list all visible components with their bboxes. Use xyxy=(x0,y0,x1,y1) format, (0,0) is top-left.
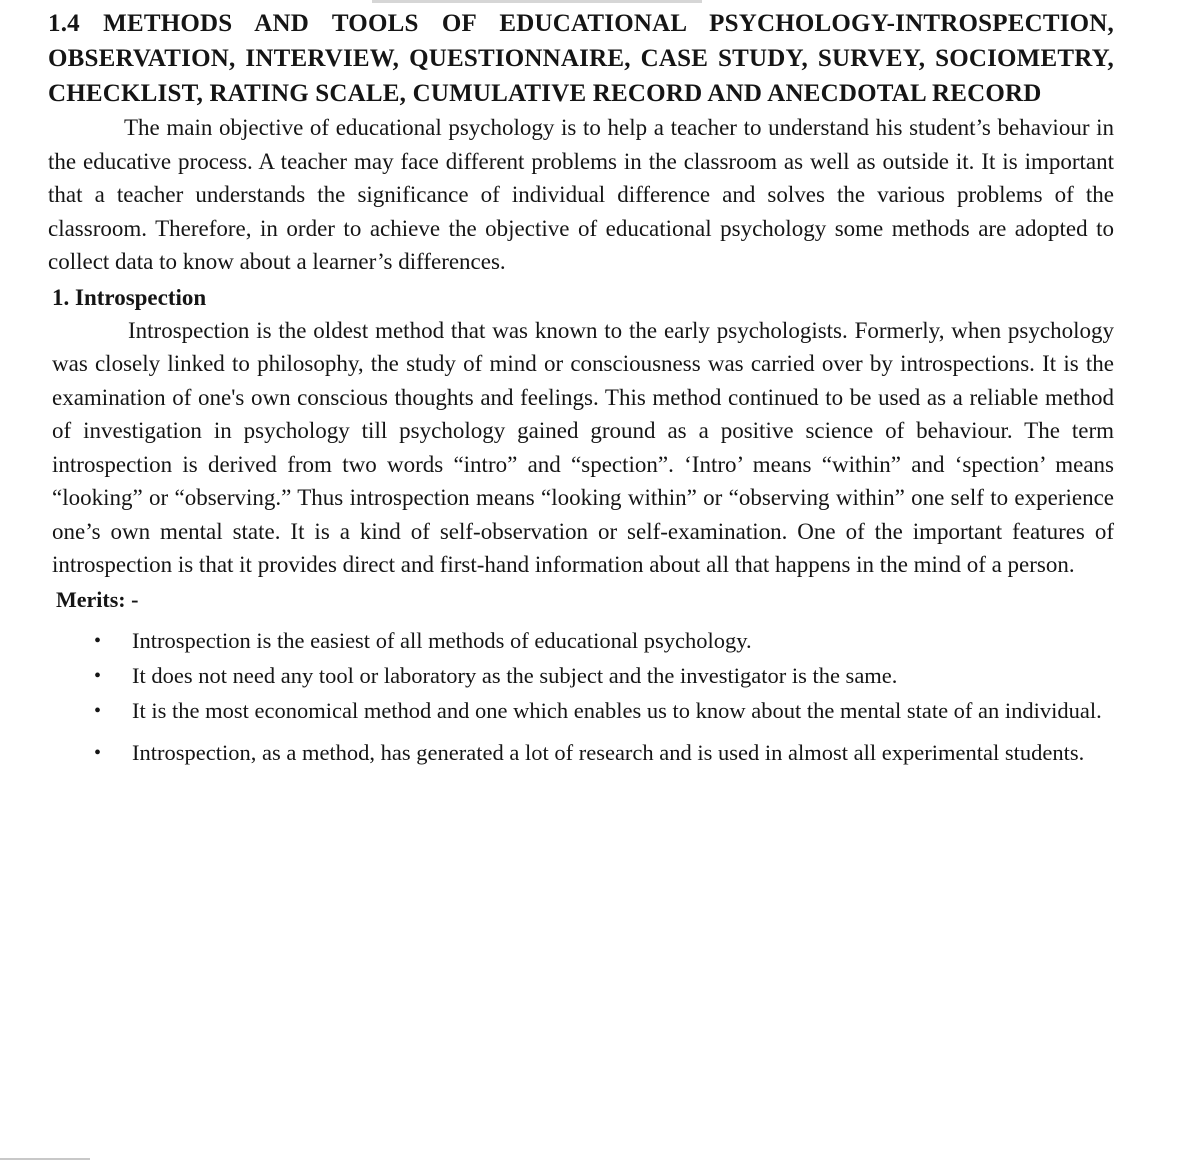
merit-text: Introspection, as a method, has generated a lot of research and is used in almost all experimental students. xyxy=(132,739,1085,765)
introspection-paragraph: Introspection is the oldest method that was known to the early psychologists. Formerly, when psychology was closely linked to philosophy, the study of mind or consciousness was carried over by introspections. It is the examination of one's own conscious thoughts and feelings. This method continued to be used as a reliable method of investigation in psychology till psychology gained ground as a positive science of behaviour. The term introspection is derived from two words “intro” and “spection”. ‘Intro’ means “within” and ‘spection’ means “looking” or “observing.” Thus introspection means “looking within” or “observing within” one self to experience one’s own mental state. It is a kind of self-observation or self-examination. One of the important features of introspection is that it provides direct and first-hand information about all that happens in the mind of a person. xyxy=(52,317,1114,577)
scan-edge-mark-bottom xyxy=(0,1158,90,1160)
bullet-icon: • xyxy=(94,699,102,722)
bullet-icon: • xyxy=(94,664,102,687)
merit-item xyxy=(94,697,1114,724)
bullet-icon: • xyxy=(94,629,102,652)
intro-paragraph: The main objective of educational psychology is to help a teacher to understand his student’s behaviour in the educative process. A teacher may face different problems in the classroom as well as outside it. It is important that a teacher understands the significance of individual difference and solves the various problems of the classroom. Therefore, in order to achieve the objective of educational psychology some methods are adopted to collect data to know about a learner’s differences. xyxy=(48,115,1114,274)
introspection-title: 1. Introspection xyxy=(52,284,207,310)
merit-item xyxy=(94,739,1114,766)
merit-text: It is the most economical method and one which enables us to know about the mental state of an individual. xyxy=(132,697,1102,723)
merits-title: Merits: - xyxy=(56,586,139,612)
bullet-icon: • xyxy=(94,741,102,764)
document-page xyxy=(48,6,1114,775)
merit-item xyxy=(94,627,1114,654)
section-heading: 1.4 METHODS AND TOOLS OF EDUCATIONAL PSYCHOLOGY-INTROSPECTION, OBSERVATION, INTERVIEW, QUESTIONNAIRE, CASE STUDY, SURVEY, SOCIOMETRY, CHECKLIST, RATING SCALE, CUMULATIVE RECORD AND ANECDOTAL RECORD xyxy=(48,10,1114,107)
merit-text: It does not need any tool or laboratory as the subject and the investigator is the same. xyxy=(132,662,898,688)
merits-list xyxy=(48,628,1114,766)
merit-text: Introspection is the easiest of all methods of educational psychology. xyxy=(132,627,752,653)
scan-edge-mark-top xyxy=(372,0,702,3)
merit-item xyxy=(94,662,1114,689)
